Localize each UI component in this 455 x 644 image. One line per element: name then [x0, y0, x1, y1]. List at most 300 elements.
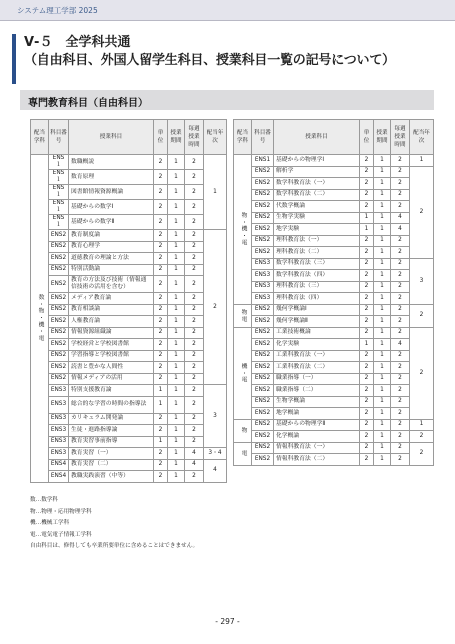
course-number-cell: ENS2 — [252, 189, 274, 201]
course-name-cell: 職業指導（一） — [274, 373, 360, 385]
term-cell: 1 — [168, 339, 185, 351]
course-number-cell: ENS3 — [49, 385, 69, 397]
course-name-cell: 基礎からの物理学Ⅱ — [274, 419, 360, 431]
course-name-cell: 特別支援教育論 — [69, 385, 154, 397]
credits-cell: 2 — [154, 241, 168, 253]
col-header-weekly-hours: 毎週授業時間 — [391, 120, 410, 155]
course-number-cell: ENS2 — [252, 212, 274, 224]
weekly-hours-cell: 2 — [391, 293, 410, 305]
course-number-cell: ENS3 — [252, 258, 274, 270]
table-header-row — [31, 120, 227, 155]
term-cell: 1 — [168, 241, 185, 253]
table-row — [234, 339, 434, 351]
credits-cell: 2 — [360, 166, 374, 178]
course-number-cell: ENS4 — [49, 471, 69, 483]
credits-cell: 2 — [154, 276, 168, 293]
table-row — [31, 155, 227, 170]
credits-cell: 2 — [360, 155, 374, 167]
term-cell: 1 — [168, 155, 185, 170]
credits-cell: 2 — [154, 471, 168, 483]
note-line: 物…物理・応用物理学科 — [30, 508, 92, 515]
course-number-cell: ENS3 — [49, 413, 69, 425]
course-number-cell: ENS2 — [49, 350, 69, 362]
course-name-cell: 情報科教育法（一） — [274, 442, 360, 454]
weekly-hours-cell: 2 — [185, 316, 204, 328]
credits-cell: 2 — [360, 431, 374, 443]
weekly-hours-cell: 2 — [185, 264, 204, 276]
weekly-hours-cell: 2 — [185, 425, 204, 437]
course-number-cell: ENS3 — [252, 270, 274, 282]
col-header-course-name: 授業科目 — [69, 120, 154, 155]
term-cell: 1 — [168, 185, 185, 200]
course-name-cell: 解析学 — [274, 166, 360, 178]
weekly-hours-cell: 2 — [391, 327, 410, 339]
table-row — [234, 281, 434, 293]
course-name-cell: 学習指導と学校図書館 — [69, 350, 154, 362]
course-name-cell: 教育実習（一） — [69, 448, 154, 460]
weekly-hours-cell: 2 — [391, 270, 410, 282]
credits-cell: 1 — [360, 339, 374, 351]
course-number-cell: ENS3 — [49, 448, 69, 460]
note-line: 数…数学科 — [30, 497, 58, 503]
weekly-hours-cell: 2 — [391, 442, 410, 454]
credits-cell: 2 — [154, 304, 168, 316]
department-group-cell: 電 — [234, 442, 252, 465]
course-name-cell: 地学概論 — [274, 408, 360, 420]
term-cell: 1 — [374, 235, 391, 247]
weekly-hours-cell: 2 — [185, 304, 204, 316]
credits-cell: 2 — [154, 253, 168, 265]
weekly-hours-cell: 2 — [185, 200, 204, 215]
year-cell: 2 — [410, 327, 434, 419]
table-row — [31, 215, 227, 230]
credits-cell: 2 — [154, 448, 168, 460]
weekly-hours-cell: 2 — [185, 155, 204, 170]
table-row — [234, 350, 434, 362]
course-number-cell: ENS2 — [49, 373, 69, 385]
course-number-cell: ENS2 — [49, 362, 69, 374]
weekly-hours-cell: 4 — [391, 224, 410, 236]
course-name-cell: 数学科教育法（三） — [274, 258, 360, 270]
course-name-cell: 幾何学概論Ⅱ — [274, 316, 360, 328]
course-number-cell: ENS3 — [252, 281, 274, 293]
course-name-cell: 数育原理 — [69, 170, 154, 185]
course-name-cell: 化学実験 — [274, 339, 360, 351]
credits-cell: 2 — [154, 215, 168, 230]
course-number-cell: ENS１ — [49, 185, 69, 200]
col-header-course-name: 授業科目 — [274, 120, 360, 155]
weekly-hours-cell: 2 — [391, 258, 410, 270]
table-row — [234, 373, 434, 385]
course-number-cell: ENS2 — [49, 241, 69, 253]
col-header-term: 授業期間 — [374, 120, 391, 155]
course-number-cell: ENS2 — [252, 373, 274, 385]
credits-cell: 2 — [360, 442, 374, 454]
course-name-cell: 情報科教育法（二） — [274, 454, 360, 466]
weekly-hours-cell: 2 — [185, 185, 204, 200]
table-row — [234, 258, 434, 270]
table-row — [234, 166, 434, 178]
chapter-title — [12, 34, 442, 84]
course-name-cell: 代数学概論 — [274, 201, 360, 213]
table-row — [31, 200, 227, 215]
table-row — [234, 178, 434, 190]
course-number-cell: ENS2 — [49, 339, 69, 351]
department-group-cell: 機・電 — [234, 327, 252, 419]
term-cell: 1 — [374, 408, 391, 420]
col-header-department: 配当学科 — [31, 120, 49, 155]
table-row — [234, 408, 434, 420]
weekly-hours-cell: 2 — [391, 201, 410, 213]
credits-cell: 2 — [154, 264, 168, 276]
weekly-hours-cell: 2 — [185, 327, 204, 339]
course-name-cell: カリキュラム開発論 — [69, 413, 154, 425]
col-header-weekly-hours: 毎週授業時間 — [185, 120, 204, 155]
year-cell: 2 — [204, 230, 227, 385]
table-row — [31, 264, 227, 276]
course-number-cell: ENS2 — [252, 235, 274, 247]
header-title: システム理工学部 2025 — [17, 6, 98, 15]
course-number-cell: ENS2 — [49, 293, 69, 305]
col-header-term: 授業期間 — [168, 120, 185, 155]
credits-cell: 2 — [360, 235, 374, 247]
year-cell: 2 — [410, 442, 434, 465]
weekly-hours-cell: 2 — [185, 350, 204, 362]
course-number-cell: ENS2 — [252, 178, 274, 190]
credits-cell: 2 — [360, 327, 374, 339]
credits-cell: 2 — [154, 316, 168, 328]
course-name-cell: 学校経営と学校図書館 — [69, 339, 154, 351]
credits-cell: 1 — [360, 212, 374, 224]
weekly-hours-cell: 2 — [185, 396, 204, 413]
credits-cell: 1 — [360, 224, 374, 236]
section-heading: 専門教育科目（自由科目） — [28, 98, 148, 109]
year-cell: 1 — [410, 155, 434, 167]
course-name-cell: 教育制度論 — [69, 230, 154, 242]
table-row — [234, 201, 434, 213]
table-row — [31, 170, 227, 185]
weekly-hours-cell: 2 — [391, 281, 410, 293]
course-number-cell: ENS3 — [49, 396, 69, 413]
col-header-year: 配当年次 — [410, 120, 434, 155]
credits-cell: 2 — [154, 200, 168, 215]
year-cell: 2 — [410, 304, 434, 327]
weekly-hours-cell: 2 — [391, 454, 410, 466]
credits-cell: 2 — [360, 385, 374, 397]
table-row — [31, 185, 227, 200]
credits-cell: 2 — [360, 281, 374, 293]
course-number-cell: ENS１ — [49, 170, 69, 185]
table-row — [234, 270, 434, 282]
weekly-hours-cell: 2 — [391, 373, 410, 385]
term-cell: 1 — [168, 373, 185, 385]
page-number: - 297 - — [215, 617, 240, 626]
table-row — [234, 224, 434, 236]
credits-cell: 2 — [154, 293, 168, 305]
credits-cell: 2 — [154, 230, 168, 242]
table-row — [234, 293, 434, 305]
course-name-cell: 幾何学概論Ⅰ — [274, 304, 360, 316]
course-name-cell: 基礎からの数学Ⅱ — [69, 215, 154, 230]
term-cell: 1 — [374, 304, 391, 316]
credits-cell: 2 — [154, 362, 168, 374]
course-number-cell: ENS１ — [49, 200, 69, 215]
course-number-cell: ENS2 — [252, 304, 274, 316]
term-cell: 1 — [374, 293, 391, 305]
course-number-cell: ENS2 — [49, 230, 69, 242]
course-number-cell: ENS2 — [49, 264, 69, 276]
term-cell: 1 — [168, 264, 185, 276]
course-name-cell: 生物学実験 — [274, 212, 360, 224]
year-cell: 3・4 — [204, 448, 227, 460]
course-name-cell: 数学科教育法（二） — [274, 189, 360, 201]
term-cell: 1 — [374, 350, 391, 362]
credits-cell: 2 — [154, 155, 168, 170]
year-cell: 1 — [204, 155, 227, 230]
course-number-cell: ENS2 — [252, 408, 274, 420]
table-row — [31, 362, 227, 374]
credits-cell: 1 — [154, 436, 168, 448]
term-cell: 1 — [168, 459, 185, 471]
course-number-cell: ENS2 — [252, 316, 274, 328]
weekly-hours-cell: 2 — [391, 419, 410, 431]
weekly-hours-cell: 2 — [391, 247, 410, 259]
course-number-cell: ENS4 — [49, 459, 69, 471]
legend-notes — [30, 495, 198, 553]
year-cell: 2 — [410, 166, 434, 258]
course-number-cell: ENS3 — [49, 436, 69, 448]
term-cell: 1 — [168, 215, 185, 230]
table-row — [234, 212, 434, 224]
table-row — [31, 253, 227, 265]
term-cell: 1 — [168, 316, 185, 328]
term-cell: 1 — [374, 201, 391, 213]
course-number-cell: ENS3 — [49, 425, 69, 437]
credits-cell: 2 — [360, 293, 374, 305]
term-cell: 1 — [168, 471, 185, 483]
course-number-cell: ENS１ — [49, 215, 69, 230]
credits-cell: 2 — [154, 327, 168, 339]
term-cell: 1 — [168, 304, 185, 316]
credits-cell: 2 — [154, 373, 168, 385]
table-row — [31, 436, 227, 448]
weekly-hours-cell: 2 — [391, 350, 410, 362]
table-row — [234, 235, 434, 247]
table-row — [234, 247, 434, 259]
course-name-cell: 化学概論 — [274, 431, 360, 443]
course-name-cell: 情報メディアの活用 — [69, 373, 154, 385]
credits-cell: 2 — [360, 258, 374, 270]
term-cell: 1 — [374, 258, 391, 270]
course-name-cell: 教育実習事前指導 — [69, 436, 154, 448]
weekly-hours-cell: 2 — [391, 304, 410, 316]
table-row — [234, 189, 434, 201]
term-cell: 1 — [168, 362, 185, 374]
term-cell: 1 — [374, 454, 391, 466]
course-number-cell: ENS2 — [252, 385, 274, 397]
weekly-hours-cell: 4 — [391, 212, 410, 224]
course-name-cell: 生徒・進路指導論 — [69, 425, 154, 437]
credits-cell: 1 — [154, 385, 168, 397]
table-row — [234, 327, 434, 339]
weekly-hours-cell: 2 — [185, 413, 204, 425]
weekly-hours-cell: 2 — [391, 189, 410, 201]
weekly-hours-cell: 2 — [391, 362, 410, 374]
weekly-hours-cell: 2 — [185, 362, 204, 374]
course-name-cell: 理科教育法（四） — [274, 293, 360, 305]
weekly-hours-cell: 2 — [391, 396, 410, 408]
chapter-title-line1: Ⅴ-５ 全学科共通 — [24, 35, 131, 50]
term-cell: 1 — [374, 224, 391, 236]
col-header-department: 配当学科 — [234, 120, 252, 155]
term-cell: 1 — [374, 212, 391, 224]
course-name-cell: 教育心理学 — [69, 241, 154, 253]
term-cell: 1 — [374, 362, 391, 374]
weekly-hours-cell: 2 — [185, 230, 204, 242]
course-name-cell: 生物学概論 — [274, 396, 360, 408]
term-cell: 1 — [168, 350, 185, 362]
year-cell: 3 — [204, 385, 227, 448]
course-name-cell: 数学科教育法（一） — [274, 178, 360, 190]
course-name-cell: 教職実践演習（中等） — [69, 471, 154, 483]
table-row — [31, 327, 227, 339]
col-header-year: 配当年次 — [204, 120, 227, 155]
course-number-cell: ENS2 — [49, 276, 69, 293]
course-name-cell: 工業科教育法（一） — [274, 350, 360, 362]
weekly-hours-cell: 2 — [391, 316, 410, 328]
table-row — [234, 316, 434, 328]
course-number-cell: ENS2 — [252, 201, 274, 213]
term-cell: 1 — [374, 189, 391, 201]
weekly-hours-cell: 4 — [185, 459, 204, 471]
table-row — [234, 396, 434, 408]
course-name-cell: メディア教育論 — [69, 293, 154, 305]
table-row — [31, 413, 227, 425]
year-cell: 4 — [204, 459, 227, 482]
term-cell: 1 — [374, 385, 391, 397]
col-header-credits: 単位 — [154, 120, 168, 155]
term-cell: 1 — [168, 327, 185, 339]
weekly-hours-cell: 2 — [185, 276, 204, 293]
term-cell: 1 — [374, 166, 391, 178]
table-row — [31, 316, 227, 328]
course-name-cell: 特別活動論 — [69, 264, 154, 276]
term-cell: 1 — [168, 436, 185, 448]
year-cell: 1 — [410, 419, 434, 431]
table-row — [31, 448, 227, 460]
term-cell: 1 — [374, 327, 391, 339]
weekly-hours-cell: 4 — [391, 339, 410, 351]
course-name-cell: 図書館情報資源概論 — [69, 185, 154, 200]
course-number-cell: ENS2 — [252, 454, 274, 466]
table-header-row — [234, 120, 434, 155]
credits-cell: 2 — [360, 396, 374, 408]
weekly-hours-cell: 2 — [391, 408, 410, 420]
credits-cell: 2 — [154, 339, 168, 351]
term-cell: 1 — [374, 247, 391, 259]
table-row — [234, 442, 434, 454]
table-row — [234, 431, 434, 443]
term-cell: 1 — [374, 431, 391, 443]
course-number-cell: ENS2 — [252, 396, 274, 408]
weekly-hours-cell: 2 — [185, 170, 204, 185]
col-header-credits: 単位 — [360, 120, 374, 155]
credits-cell: 2 — [360, 454, 374, 466]
credits-cell: 2 — [154, 170, 168, 185]
table-row — [234, 385, 434, 397]
course-number-cell: ENS2 — [252, 247, 274, 259]
credits-cell: 2 — [154, 413, 168, 425]
credits-cell: 2 — [360, 408, 374, 420]
weekly-hours-cell: 4 — [185, 448, 204, 460]
course-name-cell: 基礎からの物理学Ⅰ — [274, 155, 360, 167]
table-row — [31, 293, 227, 305]
weekly-hours-cell: 2 — [185, 436, 204, 448]
course-name-cell: 教育相談論 — [69, 304, 154, 316]
credits-cell: 2 — [154, 459, 168, 471]
credits-cell: 2 — [360, 270, 374, 282]
course-number-cell: ENS１ — [49, 155, 69, 170]
course-number-cell: ENS2 — [252, 224, 274, 236]
weekly-hours-cell: 2 — [185, 215, 204, 230]
col-header-course-number: 科目番号 — [252, 120, 274, 155]
term-cell: 1 — [168, 276, 185, 293]
course-name-cell: 総合的な学習の時間の指導法 — [69, 396, 154, 413]
table-row — [31, 373, 227, 385]
credits-cell: 2 — [360, 304, 374, 316]
department-group-cell: 数・物・機・電 — [31, 155, 49, 483]
course-number-cell: ENS2 — [252, 327, 274, 339]
course-number-cell: ENS1 — [252, 155, 274, 167]
course-name-cell: 理科教育法（三） — [274, 281, 360, 293]
term-cell: 1 — [168, 425, 185, 437]
credits-cell: 1 — [154, 396, 168, 413]
table-row — [31, 276, 227, 293]
chapter-title-line2: （自由科目、外国人留学生科目、授業科目一覧の記号について） — [24, 53, 395, 68]
table-row — [234, 304, 434, 316]
weekly-hours-cell: 2 — [185, 241, 204, 253]
course-number-cell: ENS2 — [252, 350, 274, 362]
credits-cell: 2 — [360, 201, 374, 213]
term-cell: 1 — [374, 373, 391, 385]
course-name-cell: 読書と豊かな人間性 — [69, 362, 154, 374]
course-name-cell: 基礎からの数学Ⅰ — [69, 200, 154, 215]
weekly-hours-cell: 2 — [391, 431, 410, 443]
department-group-cell: 物 — [234, 419, 252, 442]
course-name-cell: 数学科教育法（四） — [274, 270, 360, 282]
course-name-cell: 工業科教育法（二） — [274, 362, 360, 374]
year-cell: 3 — [410, 258, 434, 304]
left-course-table — [30, 119, 227, 483]
table-row — [31, 385, 227, 397]
table-row — [31, 304, 227, 316]
table-row — [31, 471, 227, 483]
table-row — [31, 425, 227, 437]
right-course-table — [233, 119, 434, 466]
course-number-cell: ENS2 — [252, 442, 274, 454]
term-cell: 1 — [168, 448, 185, 460]
term-cell: 1 — [374, 316, 391, 328]
table-row — [234, 155, 434, 167]
weekly-hours-cell: 2 — [185, 385, 204, 397]
weekly-hours-cell: 2 — [185, 471, 204, 483]
course-name-cell: 教育実習（二） — [69, 459, 154, 471]
table-row — [31, 339, 227, 351]
term-cell: 1 — [168, 200, 185, 215]
table-row — [31, 350, 227, 362]
weekly-hours-cell: 2 — [391, 155, 410, 167]
credits-cell: 2 — [360, 316, 374, 328]
